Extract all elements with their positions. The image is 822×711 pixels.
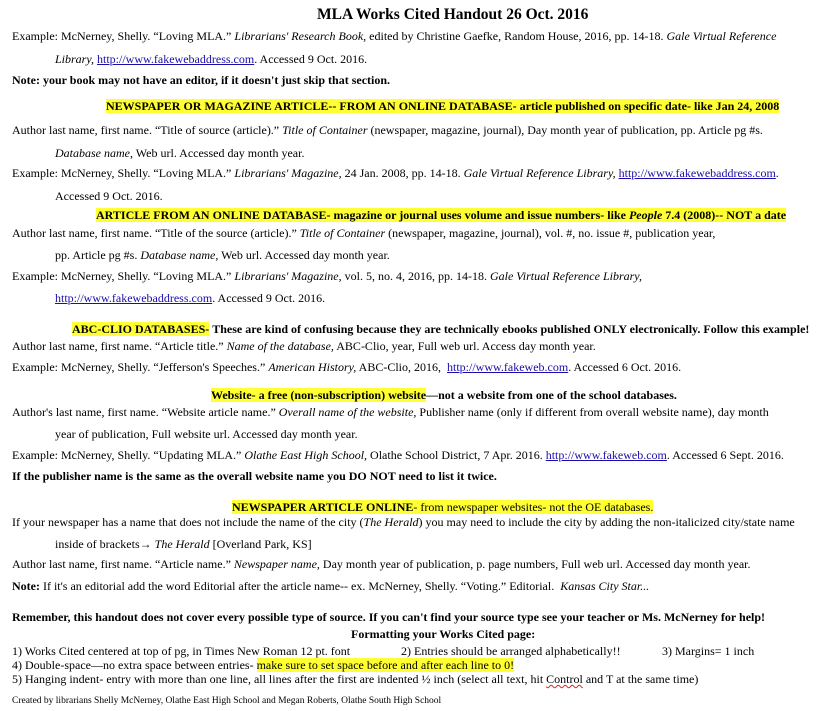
section3-format-line: Author last name, first name. “Article title.” Name of the database, ABC-Clio, year, Full web url. Access day month year. <box>12 339 596 353</box>
section4-format-line1: Author's last name, first name. “Website article name.” Overall name of the website, Publisher name (only if different from overall website name), day month <box>12 405 769 419</box>
credits: Created by librarians Shelly McNerney, Olathe East High School and Megan Roberts, Olathe South High School <box>12 696 442 706</box>
formatting-rule-5: 5) Hanging indent- entry with more than one line, all lines after the first are indented ½ inch (select all text, hit Control and T at the same time) <box>12 672 699 686</box>
intro-example-line2: Library, http://www.fakewebaddress.com. Accessed 9 Oct. 2016. <box>55 52 368 66</box>
section2-heading: ARTICLE FROM AN ONLINE DATABASE- magazine or journal uses volume and issue numbers- like People 7.4 (2008)-- NOT a date <box>96 208 787 222</box>
section2-example-line2: http://www.fakewebaddress.com. Accessed 9 Oct. 2016. <box>55 291 326 305</box>
section5-paragraph-line2: inside of brackets→ The Herald [Overland Park, KS] <box>55 537 312 551</box>
section1-heading: NEWSPAPER OR MAGAZINE ARTICLE-- FROM AN ONLINE DATABASE- article published on specific date- like Jan 24, 2008 <box>106 99 780 113</box>
formatting-rule-1: 1) Works Cited centered at top of pg, in Times New Roman 12 pt. font <box>12 644 351 658</box>
section1-example-line1: Example: McNerney, Shelly. “Loving MLA.” Librarians' Magazine, 24 Jan. 2008, pp. 14-18. Gale Virtual Reference Library, http://www.fakewebaddress.com. <box>12 166 779 180</box>
section3-heading: ABC-CLIO DATABASES- These are kind of confusing because they are technically ebooks published ONLY electronically. Follow this example! <box>72 322 810 336</box>
section2-example-line1: Example: McNerney, Shelly. “Loving MLA.” Librarians' Magazine, vol. 5, no. 4, 2016, pp. 14-18. Gale Virtual Reference Library, <box>12 269 642 283</box>
intro-example-link[interactable]: http://www.fakewebaddress.com <box>97 52 255 66</box>
reminder-text: Remember, this handout does not cover every possible type of source. If you can't find your source type see your teacher or Ms. McNerney for help! <box>12 610 766 624</box>
section2-example-link[interactable]: http://www.fakewebaddress.com <box>55 291 213 305</box>
section2-format-line2: pp. Article pg #s. Database name, Web url. Accessed day month year. <box>55 248 390 262</box>
section2-format-line1: Author last name, first name. “Title of the source (article).” Title of Container (newspaper, magazine, journal), vol. #, no. issue #, publication year, <box>12 226 716 240</box>
section1-format-line2: Database name, Web url. Accessed day month year. <box>55 146 305 160</box>
section5-note: Note: If it's an editorial add the word Editorial after the article name-- ex. McNerney, Shelly. “Voting.” Editorial. Kansas City Star... <box>12 579 650 593</box>
section3-example-line: Example: McNerney, Shelly. “Jefferson's Speeches.” American History, ABC-Clio, 2016, http://www.fakeweb.com. Accessed 6 Oct. 2016. <box>12 360 682 374</box>
page-title: MLA Works Cited Handout 26 Oct. 2016 <box>317 6 589 23</box>
formatting-rule-4: 4) Double-space—no extra space between entries- make sure to set space before and after each line to 0! <box>12 658 515 672</box>
formatting-heading: Formatting your Works Cited page: <box>351 627 536 641</box>
intro-note: Note: your book may not have an editor, if it doesn't just skip that section. <box>12 73 391 87</box>
section5-heading: NEWSPAPER ARTICLE ONLINE- from newspaper websites- not the OE databases. <box>232 500 654 514</box>
section4-example-link[interactable]: http://www.fakeweb.com <box>545 448 667 462</box>
section1-example-line2: Accessed 9 Oct. 2016. <box>55 189 163 203</box>
section5-format-line: Author last name, first name. “Article name.” Newspaper name, Day month year of publication, p. page numbers, Full web url. Accessed day month year. <box>12 557 751 571</box>
section5-paragraph-line1: If your newspaper has a name that does not include the name of the city (The Herald) you may need to include the city by adding the non-italicized city/state name <box>12 515 795 529</box>
section3-example-link[interactable]: http://www.fakeweb.com <box>447 360 569 374</box>
intro-example-line1: Example: McNerney, Shelly. “Loving MLA.” Librarians' Research Book, edited by Christine Gaefke, Random House, 2016, pp. 14-18. Gale Virtual Reference <box>12 29 777 43</box>
section4-heading: Website- a free (non-subscription) website—not a website from one of the school databases. <box>211 388 677 402</box>
formatting-rule-2: 2) Entries should be arranged alphabetically!! <box>401 644 621 658</box>
formatting-rule-3: 3) Margins= 1 inch <box>662 644 755 658</box>
section1-example-link[interactable]: http://www.fakewebaddress.com <box>618 166 776 180</box>
section4-example-line: Example: McNerney, Shelly. “Updating MLA.” Olathe East High School, Olathe School District, 7 Apr. 2016. http://www.fakeweb.com. Accessed 6 Sept. 2016. <box>12 448 784 462</box>
section1-format-line1: Author last name, first name. “Title of source (article).” Title of Container (newspaper, magazine, journal), Day month year of publication, pp. Article pg #s. <box>12 123 763 137</box>
section4-note: If the publisher name is the same as the overall website name you DO NOT need to list it twice. <box>12 469 497 483</box>
section4-format-line2: year of publication, Full website url. Accessed day month year. <box>55 427 358 441</box>
